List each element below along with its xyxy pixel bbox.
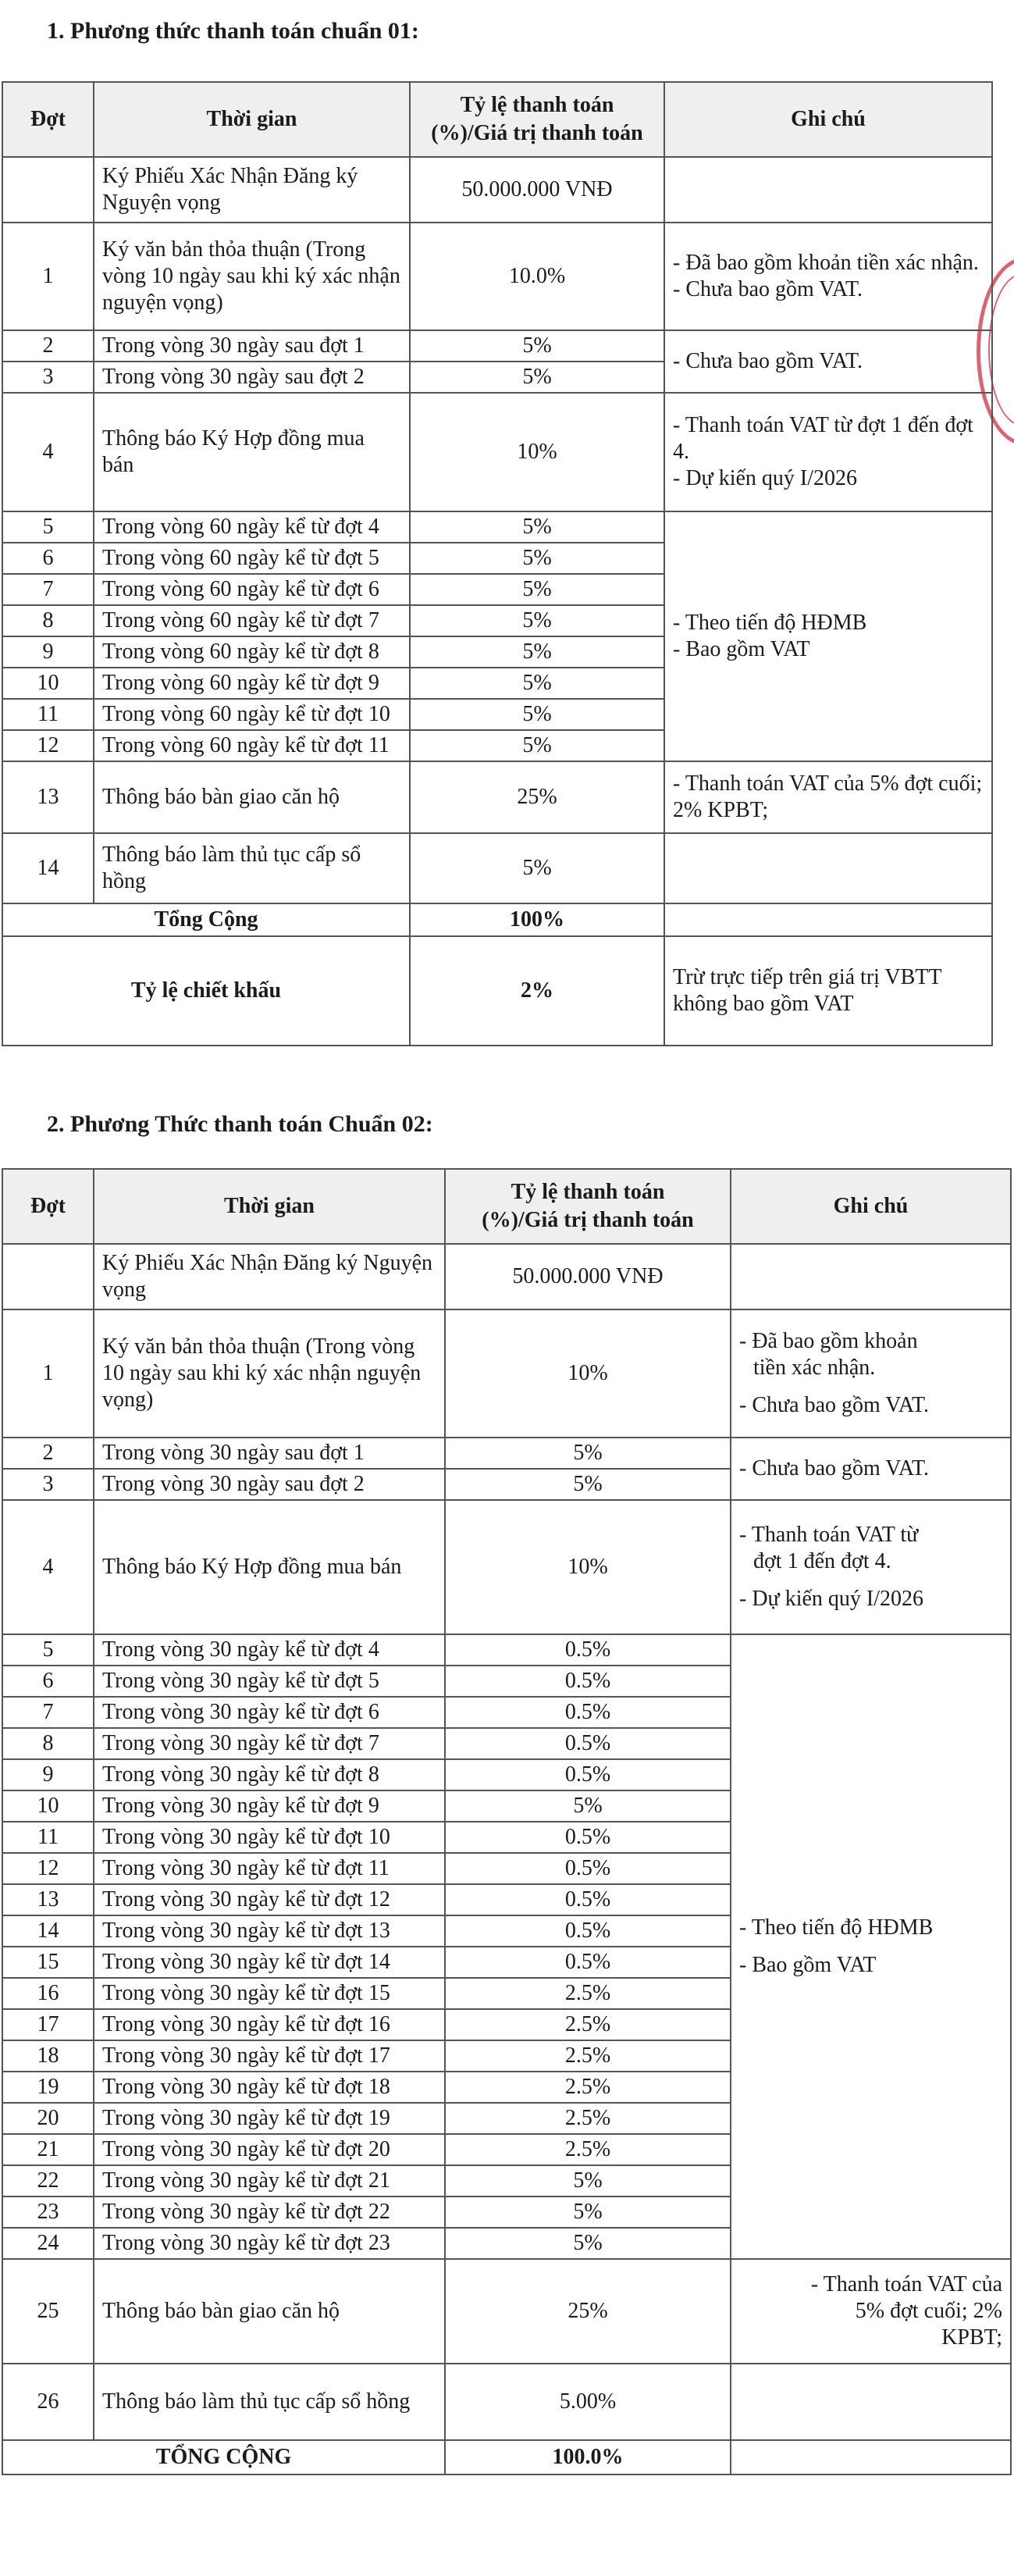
total-value: 100.0% [445, 2440, 731, 2474]
cell-rate: 2.5% [445, 2134, 731, 2165]
cell-rate: 0.5% [445, 1728, 731, 1759]
cell-note [731, 1500, 1011, 1634]
table-row [2, 833, 992, 903]
cell-rate: 0.5% [445, 1884, 731, 1915]
table-row [2, 2259, 1011, 2364]
cell-dot: 15 [2, 1947, 94, 1978]
cell-dot: 1 [2, 1309, 94, 1438]
cell-note [731, 1309, 1011, 1438]
cell-rate: 5% [410, 543, 664, 574]
table-row [2, 157, 992, 223]
note-line: - Dự kiến quý I/2026 [739, 1587, 924, 1611]
cell-time: Trong vòng 30 ngày kể từ đợt 21 [94, 2165, 445, 2197]
cell-dot: 26 [2, 2364, 94, 2440]
header-time: Thời gian [94, 82, 410, 157]
cell-rate: 10% [445, 1500, 731, 1634]
cell-rate: 5% [445, 1790, 731, 1822]
cell-dot: 6 [2, 1666, 94, 1697]
total-row [2, 2440, 1011, 2474]
cell-dot: 3 [2, 1469, 94, 1500]
cell-rate: 2.5% [445, 2072, 731, 2103]
total-row [2, 903, 992, 936]
note-line: đợt 1 đến đợt 4. [753, 1549, 891, 1573]
cell-note: - Chưa bao gồm VAT. [664, 330, 992, 393]
cell-note [731, 1244, 1011, 1309]
cell-time: Trong vòng 60 ngày kể từ đợt 7 [94, 605, 410, 636]
cell-dot: 11 [2, 699, 94, 730]
table-row [2, 2364, 1011, 2440]
cell-time: Trong vòng 30 ngày kể từ đợt 15 [94, 1978, 445, 2009]
cell-rate: 10.0% [410, 223, 664, 330]
cell-dot: 11 [2, 1822, 94, 1853]
cell-time: Trong vòng 30 ngày kể từ đợt 10 [94, 1822, 445, 1853]
cell-rate: 5% [445, 1438, 731, 1469]
cell-rate: 5% [410, 511, 664, 543]
cell-rate: 0.5% [445, 1947, 731, 1978]
note-line: - Thanh toán VAT từ [739, 1523, 919, 1547]
cell-rate: 5% [410, 605, 664, 636]
total-label: TỔNG CỘNG [2, 2440, 445, 2474]
cell-rate: 25% [410, 761, 664, 833]
cell-time: Trong vòng 60 ngày kể từ đợt 10 [94, 699, 410, 730]
cell-dot: 9 [2, 636, 94, 668]
total-label: Tổng Cộng [2, 903, 410, 936]
cell-time: Thông báo Ký Hợp đồng mua bán [94, 1500, 445, 1634]
cell-dot: 4 [2, 1500, 94, 1634]
cell-dot: 19 [2, 2072, 94, 2103]
note-line: - Bao gồm VAT [673, 637, 810, 661]
discount-note: Trừ trực tiếp trên giá trị VBTT không bao gồm VAT [664, 936, 992, 1046]
cell-rate: 10% [410, 393, 664, 511]
cell-dot [2, 157, 94, 223]
note-line: - Dự kiến quý I/2026 [673, 466, 858, 490]
cell-note [731, 2440, 1011, 2474]
cell-note: - Thanh toán VAT của 5% đợt cuối; 2% KPBT; [664, 761, 992, 833]
table-row [2, 761, 992, 833]
cell-dot: 16 [2, 1978, 94, 2009]
cell-rate: 0.5% [445, 1759, 731, 1790]
table-row [2, 1244, 1011, 1309]
cell-rate: 50.000.000 VNĐ [445, 1244, 731, 1309]
cell-time: Trong vòng 30 ngày kể từ đợt 13 [94, 1915, 445, 1947]
cell-rate: 0.5% [445, 1915, 731, 1947]
cell-time: Ký văn bản thỏa thuận (Trong vòng 10 ngày sau khi ký xác nhận nguyện vọng) [94, 223, 410, 330]
header-rate: Tỷ lệ thanh toán (%)/Giá trị thanh toán [410, 82, 664, 157]
note-line: - Bao gồm VAT [739, 1953, 877, 1977]
header-dot: Đợt [2, 1169, 94, 1244]
cell-rate: 0.5% [445, 1634, 731, 1666]
cell-rate: 5% [410, 833, 664, 903]
discount-row [2, 936, 992, 1046]
cell-time: Thông báo bàn giao căn hộ [94, 761, 410, 833]
cell-rate: 5% [410, 730, 664, 761]
cell-time: Trong vòng 30 ngày kể từ đợt 7 [94, 1728, 445, 1759]
cell-rate: 2.5% [445, 2009, 731, 2040]
cell-rate: 2.5% [445, 1978, 731, 2009]
cell-time: Trong vòng 30 ngày sau đợt 1 [94, 330, 410, 362]
cell-note [664, 157, 992, 223]
cell-rate: 5% [445, 1469, 731, 1500]
cell-rate: 5% [445, 2197, 731, 2228]
cell-dot: 8 [2, 605, 94, 636]
cell-dot: 12 [2, 1853, 94, 1884]
cell-rate: 5% [410, 362, 664, 393]
cell-rate: 5% [410, 574, 664, 605]
cell-time: Trong vòng 30 ngày kể từ đợt 6 [94, 1697, 445, 1728]
cell-dot: 25 [2, 2259, 94, 2364]
note-line: - Đã bao gồm khoản tiền xác nhận. [673, 251, 979, 275]
cell-time: Ký Phiếu Xác Nhận Đăng ký Nguyện vọng [94, 1244, 445, 1309]
cell-rate: 5% [445, 2165, 731, 2197]
table-row [2, 1634, 1011, 1666]
cell-dot: 7 [2, 574, 94, 605]
cell-time: Trong vòng 30 ngày kể từ đợt 4 [94, 1634, 445, 1666]
cell-rate: 5% [410, 699, 664, 730]
cell-dot: 10 [2, 668, 94, 699]
table-row [2, 1500, 1011, 1634]
cell-dot: 5 [2, 1634, 94, 1666]
cell-dot: 9 [2, 1759, 94, 1790]
header-time: Thời gian [94, 1169, 445, 1244]
note-line: KPBT; [941, 2325, 1002, 2350]
cell-note [664, 833, 992, 903]
cell-dot: 21 [2, 2134, 94, 2165]
total-value: 100% [410, 903, 664, 936]
cell-rate: 0.5% [445, 1822, 731, 1853]
section1-heading: 1. Phương thức thanh toán chuẩn 01: [47, 18, 419, 44]
cell-time: Trong vòng 60 ngày kể từ đợt 6 [94, 574, 410, 605]
cell-time: Trong vòng 60 ngày kể từ đợt 9 [94, 668, 410, 699]
cell-time: Trong vòng 30 ngày kể từ đợt 16 [94, 2009, 445, 2040]
cell-dot: 13 [2, 761, 94, 833]
table-row [2, 330, 992, 362]
cell-time: Trong vòng 30 ngày kể từ đợt 22 [94, 2197, 445, 2228]
cell-dot: 14 [2, 833, 94, 903]
cell-rate: 5% [445, 2228, 731, 2259]
table-row [2, 223, 992, 330]
header-note: Ghi chú [731, 1169, 1011, 1244]
note-line: - Thanh toán VAT của [810, 2272, 1002, 2296]
cell-time: Trong vòng 30 ngày kể từ đợt 8 [94, 1759, 445, 1790]
payment-table-2 [2, 1168, 1012, 2475]
discount-value: 2% [410, 936, 664, 1046]
header-rate: Tỷ lệ thanh toán (%)/Giá trị thanh toán [445, 1169, 731, 1244]
cell-rate: 10% [445, 1309, 731, 1438]
cell-dot: 2 [2, 330, 94, 362]
cell-time: Trong vòng 30 ngày sau đợt 2 [94, 1469, 445, 1500]
cell-rate: 2.5% [445, 2103, 731, 2134]
cell-note [664, 511, 992, 761]
cell-note [731, 2364, 1011, 2440]
cell-time: Thông báo làm thủ tục cấp sổ hồng [94, 2364, 445, 2440]
cell-time: Trong vòng 30 ngày kể từ đợt 9 [94, 1790, 445, 1822]
cell-dot: 20 [2, 2103, 94, 2134]
cell-dot: 5 [2, 511, 94, 543]
cell-time: Ký văn bản thỏa thuận (Trong vòng 10 ngày sau khi ký xác nhận nguyện vọng) [94, 1309, 445, 1438]
cell-dot: 22 [2, 2165, 94, 2197]
cell-note [664, 223, 992, 330]
cell-dot: 17 [2, 2009, 94, 2040]
cell-time: Trong vòng 60 ngày kể từ đợt 8 [94, 636, 410, 668]
section2-heading: 2. Phương Thức thanh toán Chuẩn 02: [47, 1111, 433, 1137]
cell-dot: 3 [2, 362, 94, 393]
cell-dot: 8 [2, 1728, 94, 1759]
cell-rate: 5% [410, 636, 664, 668]
note-line: - Theo tiến độ HĐMB [739, 1915, 934, 1940]
note-line: - Chưa bao gồm VAT. [673, 277, 863, 301]
cell-time: Trong vòng 30 ngày kể từ đợt 19 [94, 2103, 445, 2134]
cell-time: Ký Phiếu Xác Nhận Đăng ký Nguyện vọng [94, 157, 410, 223]
cell-time: Trong vòng 30 ngày kể từ đợt 17 [94, 2040, 445, 2072]
table-row [2, 511, 992, 543]
cell-time: Trong vòng 30 ngày kể từ đợt 18 [94, 2072, 445, 2103]
cell-dot: 2 [2, 1438, 94, 1469]
cell-dot: 24 [2, 2228, 94, 2259]
note-line: tiền xác nhận. [753, 1356, 876, 1380]
table-header-row [2, 1169, 1011, 1244]
cell-time: Trong vòng 30 ngày kể từ đợt 23 [94, 2228, 445, 2259]
note-line: - Theo tiến độ HĐMB [673, 611, 867, 635]
cell-rate: 50.000.000 VNĐ [410, 157, 664, 223]
cell-dot: 23 [2, 2197, 94, 2228]
cell-time: Trong vòng 30 ngày sau đợt 1 [94, 1438, 445, 1469]
cell-time: Thông báo Ký Hợp đồng mua bán [94, 393, 410, 511]
header-dot: Đợt [2, 82, 94, 157]
cell-time: Trong vòng 30 ngày kể từ đợt 5 [94, 1666, 445, 1697]
cell-dot: 7 [2, 1697, 94, 1728]
cell-dot: 12 [2, 730, 94, 761]
cell-rate: 5% [410, 668, 664, 699]
cell-time: Trong vòng 30 ngày kể từ đợt 20 [94, 2134, 445, 2165]
cell-note [731, 2259, 1011, 2364]
cell-dot [2, 1244, 94, 1309]
note-line: - Thanh toán VAT từ đợt 1 đến đợt 4. [673, 413, 973, 464]
cell-rate: 0.5% [445, 1666, 731, 1697]
cell-note [731, 1634, 1011, 2259]
cell-rate: 2.5% [445, 2040, 731, 2072]
header-note: Ghi chú [664, 82, 992, 157]
note-line: - Chưa bao gồm VAT. [739, 1393, 930, 1417]
cell-time: Trong vòng 60 ngày kể từ đợt 5 [94, 543, 410, 574]
cell-note [664, 393, 992, 511]
discount-label: Tỷ lệ chiết khấu [2, 936, 410, 1046]
cell-dot: 13 [2, 1884, 94, 1915]
cell-dot: 10 [2, 1790, 94, 1822]
cell-note [664, 903, 992, 936]
note-line: 5% đợt cuối; 2% [855, 2299, 1002, 2323]
cell-rate: 5.00% [445, 2364, 731, 2440]
cell-time: Trong vòng 30 ngày kể từ đợt 12 [94, 1884, 445, 1915]
cell-time: Trong vòng 30 ngày kể từ đợt 11 [94, 1853, 445, 1884]
note-line: - Đã bao gồm khoản [739, 1329, 918, 1353]
cell-rate: 0.5% [445, 1697, 731, 1728]
cell-time: Trong vòng 60 ngày kể từ đợt 4 [94, 511, 410, 543]
cell-time: Trong vòng 30 ngày kể từ đợt 14 [94, 1947, 445, 1978]
cell-dot: 6 [2, 543, 94, 574]
cell-dot: 4 [2, 393, 94, 511]
cell-rate: 5% [410, 330, 664, 362]
table-row [2, 393, 992, 511]
cell-dot: 18 [2, 2040, 94, 2072]
cell-rate: 0.5% [445, 1853, 731, 1884]
cell-time: Trong vòng 30 ngày sau đợt 2 [94, 362, 410, 393]
cell-time: Trong vòng 60 ngày kể từ đợt 11 [94, 730, 410, 761]
cell-time: Thông báo làm thủ tục cấp sổ hồng [94, 833, 410, 903]
cell-note: - Chưa bao gồm VAT. [731, 1438, 1011, 1500]
cell-rate: 25% [445, 2259, 731, 2364]
payment-table-1 [2, 81, 993, 1046]
table-row [2, 1438, 1011, 1469]
cell-dot: 1 [2, 223, 94, 330]
cell-dot: 14 [2, 1915, 94, 1947]
table-header-row [2, 82, 992, 157]
table-row [2, 1309, 1011, 1438]
cell-time: Thông báo bàn giao căn hộ [94, 2259, 445, 2364]
